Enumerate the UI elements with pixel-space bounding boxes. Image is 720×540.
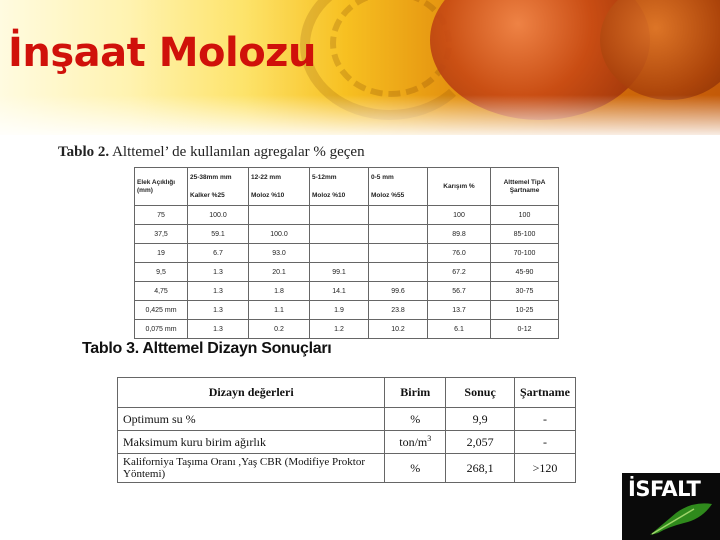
column-subheader: Kalker %25 [190,191,225,199]
table-cell [310,206,369,225]
table-cell: 45-90 [491,263,559,282]
table-cell: - [515,431,576,454]
isfalt-logo [622,473,720,540]
table-cell: 67.2 [428,263,491,282]
table-cell [385,408,446,431]
table-cell: 9,9 [446,408,515,431]
table-cell [310,244,369,263]
table-cell: 99.1 [310,263,369,282]
table-cell: 1.9 [310,301,369,320]
table-cell: 37,5 [135,225,188,244]
table-cell: 100 [428,206,491,225]
table-cell [385,454,446,483]
table-row [118,431,576,454]
column-subheader: Moloz %10 [251,191,285,199]
table-cell: 100.0 [249,225,310,244]
table-cell [369,263,428,282]
unit-superscript: 3 [427,434,432,443]
column-header: Dizayn değerleri [118,378,385,408]
table-row [135,282,559,301]
table-cell: 70-100 [491,244,559,263]
table-cell: 0.2 [249,320,310,339]
table-header-row [135,168,559,206]
table-cell: 13.7 [428,301,491,320]
leaf-icon [622,473,720,540]
table-cell: 9,5 [135,263,188,282]
table-cell: 89.8 [428,225,491,244]
column-subheader: Moloz %55 [371,191,405,199]
slide-title: İnşaat Molozu [8,30,316,76]
table-cell: Kaliforniya Taşıma Oranı ,Yaş CBR (Modifiye Proktor Yöntemi) [118,454,385,483]
table-cell: 56.7 [428,282,491,301]
table-cell: 100.0 [188,206,249,225]
table2-caption [58,144,365,161]
table-cell: Optimum su % [118,408,385,431]
table-row [135,225,559,244]
table-cell: 14.1 [310,282,369,301]
table-cell [310,225,369,244]
column-header: Şartname [515,378,576,408]
column-header: Karışım % [428,168,491,206]
table-cell: 1.3 [188,282,249,301]
table-cell: 1.3 [188,320,249,339]
table-cell: 10.2 [369,320,428,339]
table-cell: 23.8 [369,301,428,320]
table-cell: 19 [135,244,188,263]
column-header [249,168,310,206]
aggregate-gradation-table [134,167,559,339]
logo-text: İSFALT [628,477,701,501]
table-row [135,244,559,263]
column-header [310,168,369,206]
table-cell: 76.0 [428,244,491,263]
table-cell: 10-25 [491,301,559,320]
column-header-title: 12-22 mm [251,173,281,181]
table2-caption-text: Alttemel’ de kullanılan agregalar % geçen [109,144,365,160]
column-header [369,168,428,206]
table-cell: 30-75 [491,282,559,301]
banner-fade [0,95,720,140]
column-header: Elek Açıklığı (mm) [135,168,188,206]
table-cell: - [515,408,576,431]
table-cell: 0,425 mm [135,301,188,320]
table-cell [369,206,428,225]
table-header-row [118,378,576,408]
table-cell: 268,1 [446,454,515,483]
table-cell: 1.1 [249,301,310,320]
table-cell: 1.8 [249,282,310,301]
table-cell: 2,057 [446,431,515,454]
table-row [135,320,559,339]
table-cell: 4,75 [135,282,188,301]
table-row [135,206,559,225]
table2-caption-label: Tablo 2. [58,144,110,160]
unit-text: % [410,461,421,475]
table-cell: >120 [515,454,576,483]
table-cell: 1.3 [188,301,249,320]
column-header: Sonuç [446,378,515,408]
table-cell: 1.3 [188,263,249,282]
table-cell: 100 [491,206,559,225]
unit-text: ton/m [399,435,428,449]
table-cell: 59.1 [188,225,249,244]
table-cell: 6.1 [428,320,491,339]
table-row [118,408,576,431]
unit-text: % [410,412,421,426]
table-cell: 1.2 [310,320,369,339]
table3-caption: Tablo 3. Alttemel Dizayn Sonuçları [82,340,332,357]
table-row [135,263,559,282]
column-header-title: 5-12mm [312,173,337,181]
table-cell [369,225,428,244]
table-cell: 99.6 [369,282,428,301]
column-header: Birim [385,378,446,408]
table-row [135,301,559,320]
table-cell: Maksimum kuru birim ağırlık [118,431,385,454]
table-cell: 6.7 [188,244,249,263]
table-cell: 20.1 [249,263,310,282]
table-cell [249,206,310,225]
column-header-title: 25-38mm mm [190,173,232,181]
design-results-table [117,377,576,483]
column-subheader: Moloz %10 [312,191,346,199]
table-cell [369,244,428,263]
table-cell: 75 [135,206,188,225]
table-cell: 93.0 [249,244,310,263]
table-cell: 0,075 mm [135,320,188,339]
table-cell: 85-100 [491,225,559,244]
column-header-title: 0-5 mm [371,173,394,181]
table-row [118,454,576,483]
column-header: Alttemel TipA Şartname [491,168,559,206]
column-header [188,168,249,206]
table-cell: 0-12 [491,320,559,339]
table-cell [385,431,446,454]
